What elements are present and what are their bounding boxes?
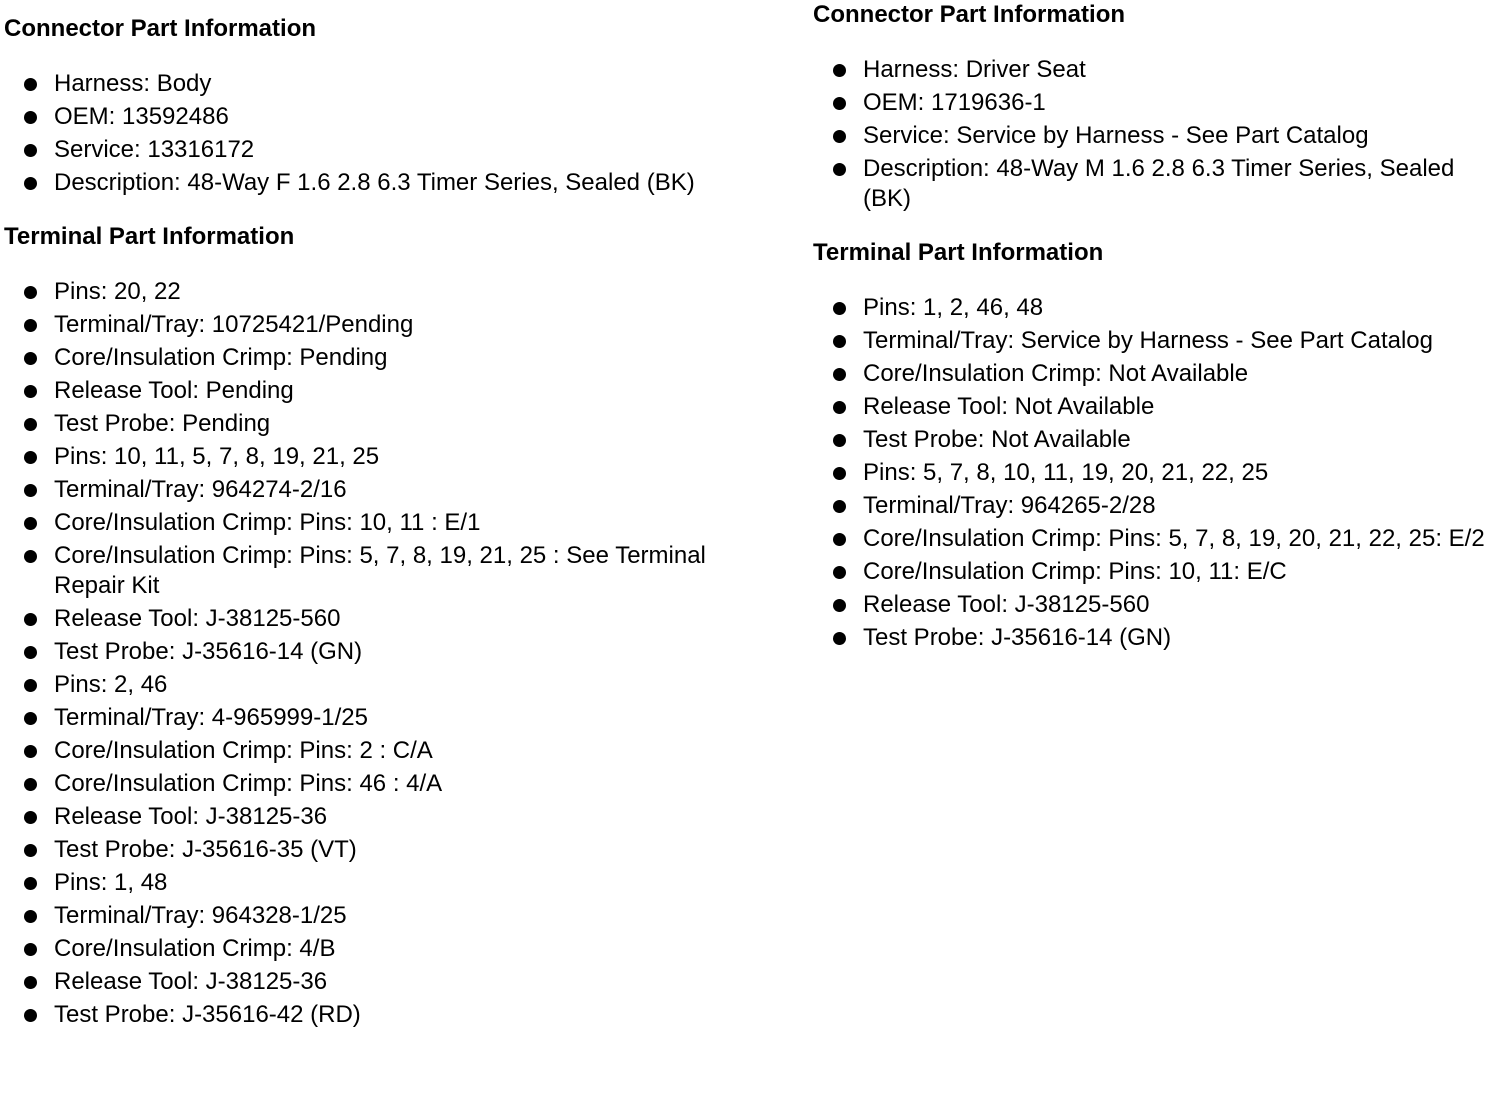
list-item: Core/Insulation Crimp: Not Available xyxy=(813,359,1493,389)
connector-heading: Connector Part Information xyxy=(813,1,1126,28)
list-item: Test Probe: J-35616-14 (GN) xyxy=(4,637,784,667)
list-item: Terminal/Tray: 10725421/Pending xyxy=(4,310,784,340)
list-item: Harness: Body xyxy=(4,69,784,99)
connector-heading: Connector Part Information xyxy=(4,15,317,42)
connector-list xyxy=(813,55,1493,214)
list-item: OEM: 13592486 xyxy=(4,102,784,132)
list-item: Core/Insulation Crimp: Pins: 46 : 4/A xyxy=(4,769,784,799)
list-item: Pins: 10, 11, 5, 7, 8, 19, 21, 25 xyxy=(4,442,784,472)
list-item: Core/Insulation Crimp: Pins: 10, 11 : E/1 xyxy=(4,508,784,538)
list-item: Pins: 5, 7, 8, 10, 11, 19, 20, 21, 22, 25 xyxy=(813,458,1493,488)
list-item: Core/Insulation Crimp: Pins: 2 : C/A xyxy=(4,736,784,766)
list-item: Core/Insulation Crimp: Pins: 5, 7, 8, 19, 21, 25 : See Terminal Repair Kit xyxy=(4,541,754,601)
list-item: Pins: 1, 48 xyxy=(4,868,784,898)
list-item: Pins: 20, 22 xyxy=(4,277,784,307)
list-item: Service: Service by Harness - See Part Catalog xyxy=(813,121,1493,151)
list-item: Pins: 2, 46 xyxy=(4,670,784,700)
left-column xyxy=(4,0,784,1033)
list-item: Test Probe: J-35616-14 (GN) xyxy=(813,623,1493,653)
list-item: Core/Insulation Crimp: Pins: 5, 7, 8, 19, 20, 21, 22, 25: E/2 xyxy=(813,524,1493,554)
terminal-heading: Terminal Part Information xyxy=(813,239,1104,266)
list-item: Release Tool: J-38125-36 xyxy=(4,802,784,832)
list-item: Terminal/Tray: 964265-2/28 xyxy=(813,491,1493,521)
list-item: Core/Insulation Crimp: Pending xyxy=(4,343,784,373)
list-item: Release Tool: Pending xyxy=(4,376,784,406)
terminal-group xyxy=(4,442,784,667)
list-item: Harness: Driver Seat xyxy=(813,55,1493,85)
connector-list xyxy=(4,69,784,198)
list-item: Release Tool: J-38125-36 xyxy=(4,967,784,997)
list-item: Pins: 1, 2, 46, 48 xyxy=(813,293,1493,323)
list-item: Terminal/Tray: Service by Harness - See Part Catalog xyxy=(813,326,1493,356)
list-item: Core/Insulation Crimp: 4/B xyxy=(4,934,784,964)
list-item: Core/Insulation Crimp: Pins: 10, 11: E/C xyxy=(813,557,1493,587)
list-item: Terminal/Tray: 964274-2/16 xyxy=(4,475,784,505)
terminal-group xyxy=(813,458,1493,653)
right-column xyxy=(813,0,1493,656)
terminal-heading: Terminal Part Information xyxy=(4,223,295,250)
list-item: Test Probe: Not Available xyxy=(813,425,1493,455)
terminal-group xyxy=(813,293,1493,455)
list-item: Terminal/Tray: 4-965999-1/25 xyxy=(4,703,784,733)
list-item: Test Probe: J-35616-42 (RD) xyxy=(4,1000,784,1030)
terminal-group xyxy=(4,670,784,865)
list-item: Test Probe: J-35616-35 (VT) xyxy=(4,835,784,865)
list-item: Description: 48-Way F 1.6 2.8 6.3 Timer Series, Sealed (BK) xyxy=(4,168,784,198)
terminal-group xyxy=(4,277,784,439)
list-item: Terminal/Tray: 964328-1/25 xyxy=(4,901,784,931)
list-item: Test Probe: Pending xyxy=(4,409,784,439)
list-item: OEM: 1719636-1 xyxy=(813,88,1493,118)
list-item: Release Tool: J-38125-560 xyxy=(4,604,784,634)
list-item: Description: 48-Way M 1.6 2.8 6.3 Timer Series, Sealed (BK) xyxy=(813,154,1493,214)
terminal-group xyxy=(4,868,784,1030)
list-item: Release Tool: Not Available xyxy=(813,392,1493,422)
list-item: Service: 13316172 xyxy=(4,135,784,165)
list-item: Release Tool: J-38125-560 xyxy=(813,590,1493,620)
